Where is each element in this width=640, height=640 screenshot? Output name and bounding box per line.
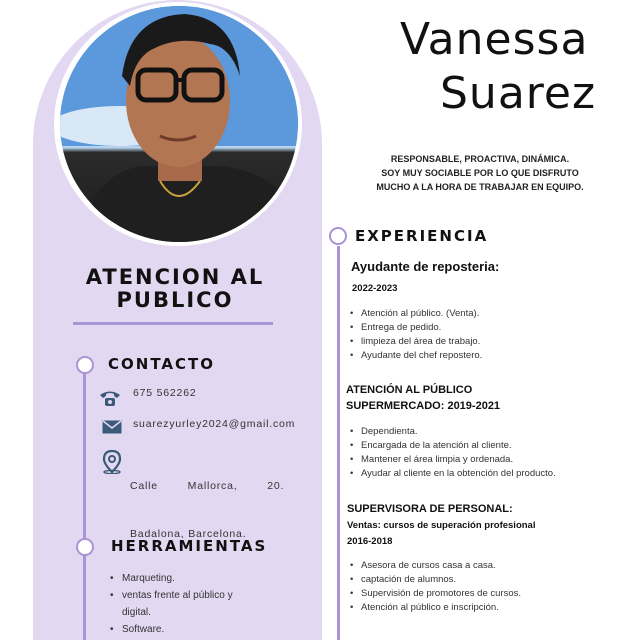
list-item: • Encargada de la atención al cliente.	[349, 439, 556, 453]
tools-list	[108, 570, 278, 638]
job-2-title-line: ATENCIÓN AL PÚBLICO	[346, 384, 473, 396]
profile-summary	[350, 152, 610, 194]
tools-timeline-dot	[76, 538, 94, 556]
address-line-1: Calle Mallorca, 20.	[130, 480, 285, 492]
list-item: • Dependienta.	[349, 425, 556, 439]
list-item: digital.	[122, 607, 151, 618]
phone-icon	[99, 389, 121, 412]
experience-heading: EXPERIENCIA	[355, 227, 489, 245]
summary-line: MUCHO A LA HORA DE TRABAJAR EN EQUIPO.	[376, 182, 584, 192]
list-item: • Mantener el área limpia y ordenada.	[349, 453, 556, 467]
summary-line: SOY MUY SOCIABLE POR LO QUE DISFRUTO	[381, 168, 579, 178]
job-3-dates: 2016-2018	[347, 536, 393, 547]
phone-number: 675 562262	[133, 387, 197, 399]
list-item: • Asesora de cursos casa a casa.	[349, 559, 521, 573]
location-pin-icon	[102, 450, 122, 479]
sidebar-timeline	[83, 372, 86, 640]
portrait-illustration	[60, 6, 298, 242]
job-2-title	[346, 382, 500, 414]
email-address: suarezyurley2024@gmail.com	[133, 418, 296, 430]
list-item: • Ayudar al cliente en la obtención del producto.	[349, 467, 556, 481]
job-3-tasks	[349, 559, 521, 615]
list-item: • Ayudante del chef repostero.	[349, 349, 482, 363]
list-item: • Atención al público e inscripción.	[349, 601, 521, 615]
job-3-subtitle: Ventas: cursos de superación profesional	[347, 520, 536, 531]
summary-line: RESPONSABLE, PROACTIVA, DINÁMICA.	[390, 154, 570, 164]
contact-timeline-dot	[76, 356, 94, 374]
list-item: • Software.	[108, 621, 278, 638]
job-2-title-line: SUPERMERCADO: 2019-2021	[346, 400, 501, 412]
list-item: • captación de alumnos.	[349, 573, 521, 587]
title-divider	[73, 322, 273, 325]
experience-timeline	[337, 246, 340, 640]
job-1-title: Ayudante de reposteria:	[351, 259, 500, 274]
job-title: ATENCION AL PUBLICO	[85, 265, 265, 312]
list-item: • Marqueting.	[108, 570, 278, 587]
job-1-dates: 2022-2023	[352, 283, 398, 294]
job-3-title: SUPERVISORA DE PERSONAL:	[347, 503, 513, 515]
email-icon	[102, 420, 122, 439]
list-item: • Supervisión de promotores de cursos.	[349, 587, 521, 601]
job-1-tasks	[349, 307, 482, 363]
experience-timeline-dot	[329, 227, 347, 245]
tools-heading: HERRAMIENTAS	[111, 537, 268, 555]
list-item: • ventas frente al público y	[108, 587, 278, 604]
last-name: Suarez	[440, 68, 597, 119]
job-2-tasks	[349, 425, 556, 481]
contact-heading: CONTACTO	[108, 355, 215, 373]
profile-photo	[60, 6, 298, 242]
list-item: • Entrega de pedido.	[349, 321, 482, 335]
first-name: Vanessa	[400, 14, 589, 65]
list-item: • limpieza del área de trabajo.	[349, 335, 482, 349]
list-item: • Atención al público. (Venta).	[349, 307, 482, 321]
address-line-2: Badalona, Barcelona.	[130, 528, 247, 540]
